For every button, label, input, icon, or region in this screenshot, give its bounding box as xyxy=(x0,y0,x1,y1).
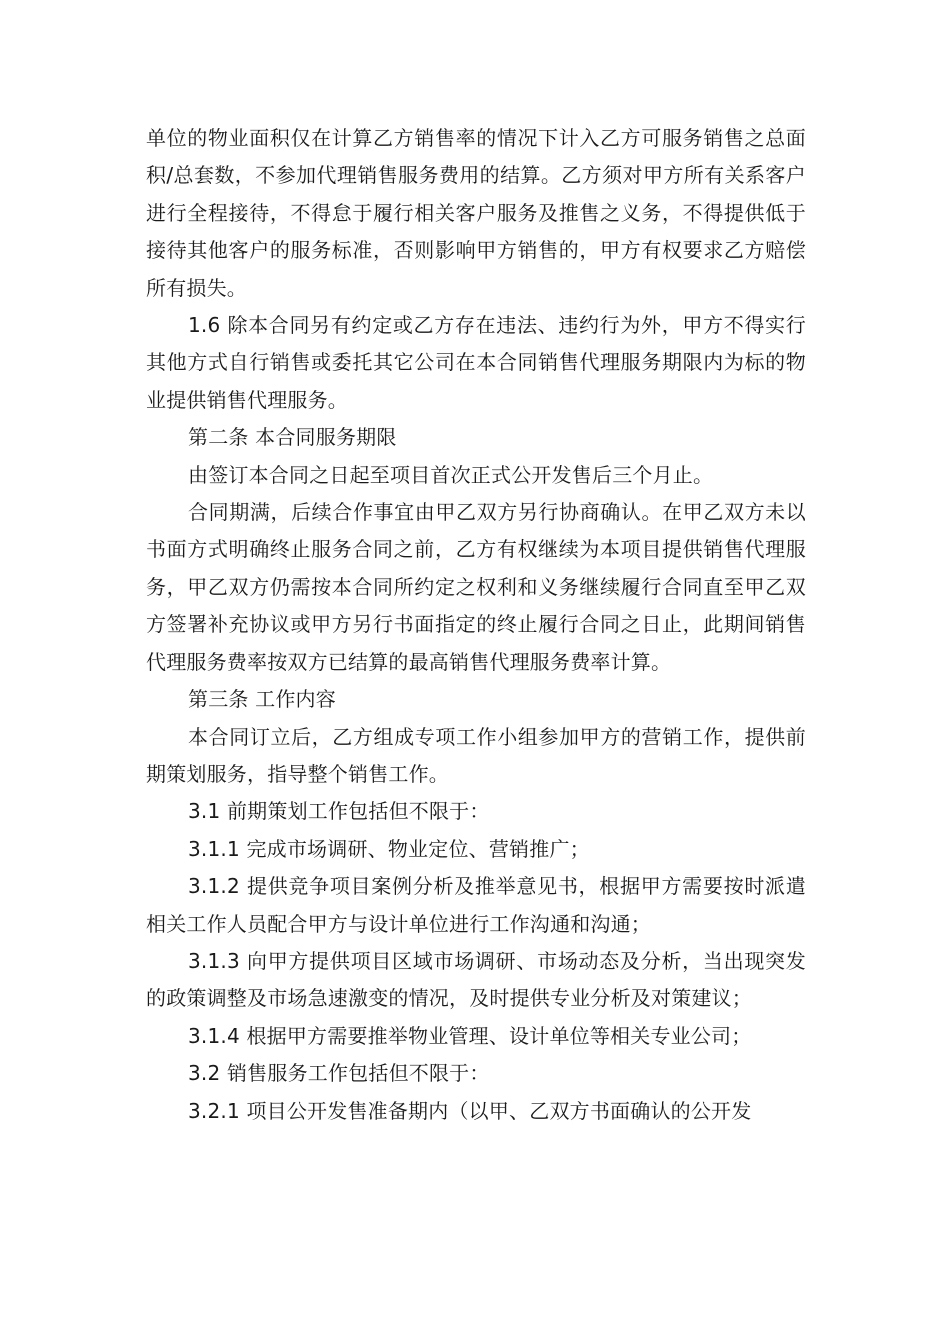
document-page xyxy=(146,120,806,1130)
paragraph-clause-1-6: 1.6 除本合同另有约定或乙方存在违法、违约行为外，甲方不得实行其他方式自行销售或委托其它公司在本合同销售代理服务期限内为标的物业提供销售代理服务。 xyxy=(146,313,806,412)
heading-article-3: 第三条 工作内容 xyxy=(188,687,336,712)
paragraph-service-term: 由签订本合同之日起至项目首次正式公开发售后三个月止。 xyxy=(188,462,714,487)
paragraph-clause-3-1: 3.1 前期策划工作包括但不限于： xyxy=(188,799,490,824)
paragraph-clause-3-1-1: 3.1.1 完成市场调研、物业定位、营销推广； xyxy=(188,836,590,861)
paragraph-clause-3-1-2: 3.1.2 提供竞争项目案例分析及推举意见书，根据甲方需要按时派遣相关工作人员配合甲方与设计单位进行工作沟通和沟通； xyxy=(146,874,806,936)
paragraph-clause-3-2: 3.2 销售服务工作包括但不限于： xyxy=(188,1061,490,1086)
paragraph-clause-3-1-3: 3.1.3 向甲方提供项目区域市场调研、市场动态及分析，当出现突发的政策调整及市场急速激变的情况，及时提供专业分析及对策建议； xyxy=(146,948,806,1011)
paragraph-work-intro: 本合同订立后，乙方组成专项工作小组参加甲方的营销工作，提供前期策划服务，指导整个销售工作。 xyxy=(146,724,806,786)
heading-article-2: 第二条 本合同服务期限 xyxy=(188,425,397,450)
paragraph-clause-3-1-4: 3.1.4 根据甲方需要推举物业管理、设计单位等相关专业公司； xyxy=(188,1023,752,1048)
paragraph-continuation: 单位的物业面积仅在计算乙方销售率的情况下计入乙方可服务销售之总面积/总套数，不参加代理销售服务费用的结算。乙方须对甲方所有关系客户进行全程接待，不得怠于履行相关客户服务及推售之义务，不得提供低于接待其他客户的服务标准，否则影响甲方销售的，甲方有权要求乙方赔偿所有损失。 xyxy=(146,126,806,300)
paragraph-term-expiry: 合同期满，后续合作事宜由甲乙双方另行协商确认。在甲乙双方未以书面方式明确终止服务合同之前，乙方有权继续为本项目提供销售代理服务，甲乙双方仍需按本合同所约定之权利和义务继续履行合同直至甲乙双方签署补充协议或甲方另行书面指定的终止履行合同之日止，此期间销售代理服务费率按双方已结算的最高销售代理服务费率计算。 xyxy=(146,500,806,674)
paragraph-clause-3-2-1: 3.2.1 项目公开发售准备期内（以甲、乙双方书面确认的公开发 xyxy=(188,1098,752,1123)
